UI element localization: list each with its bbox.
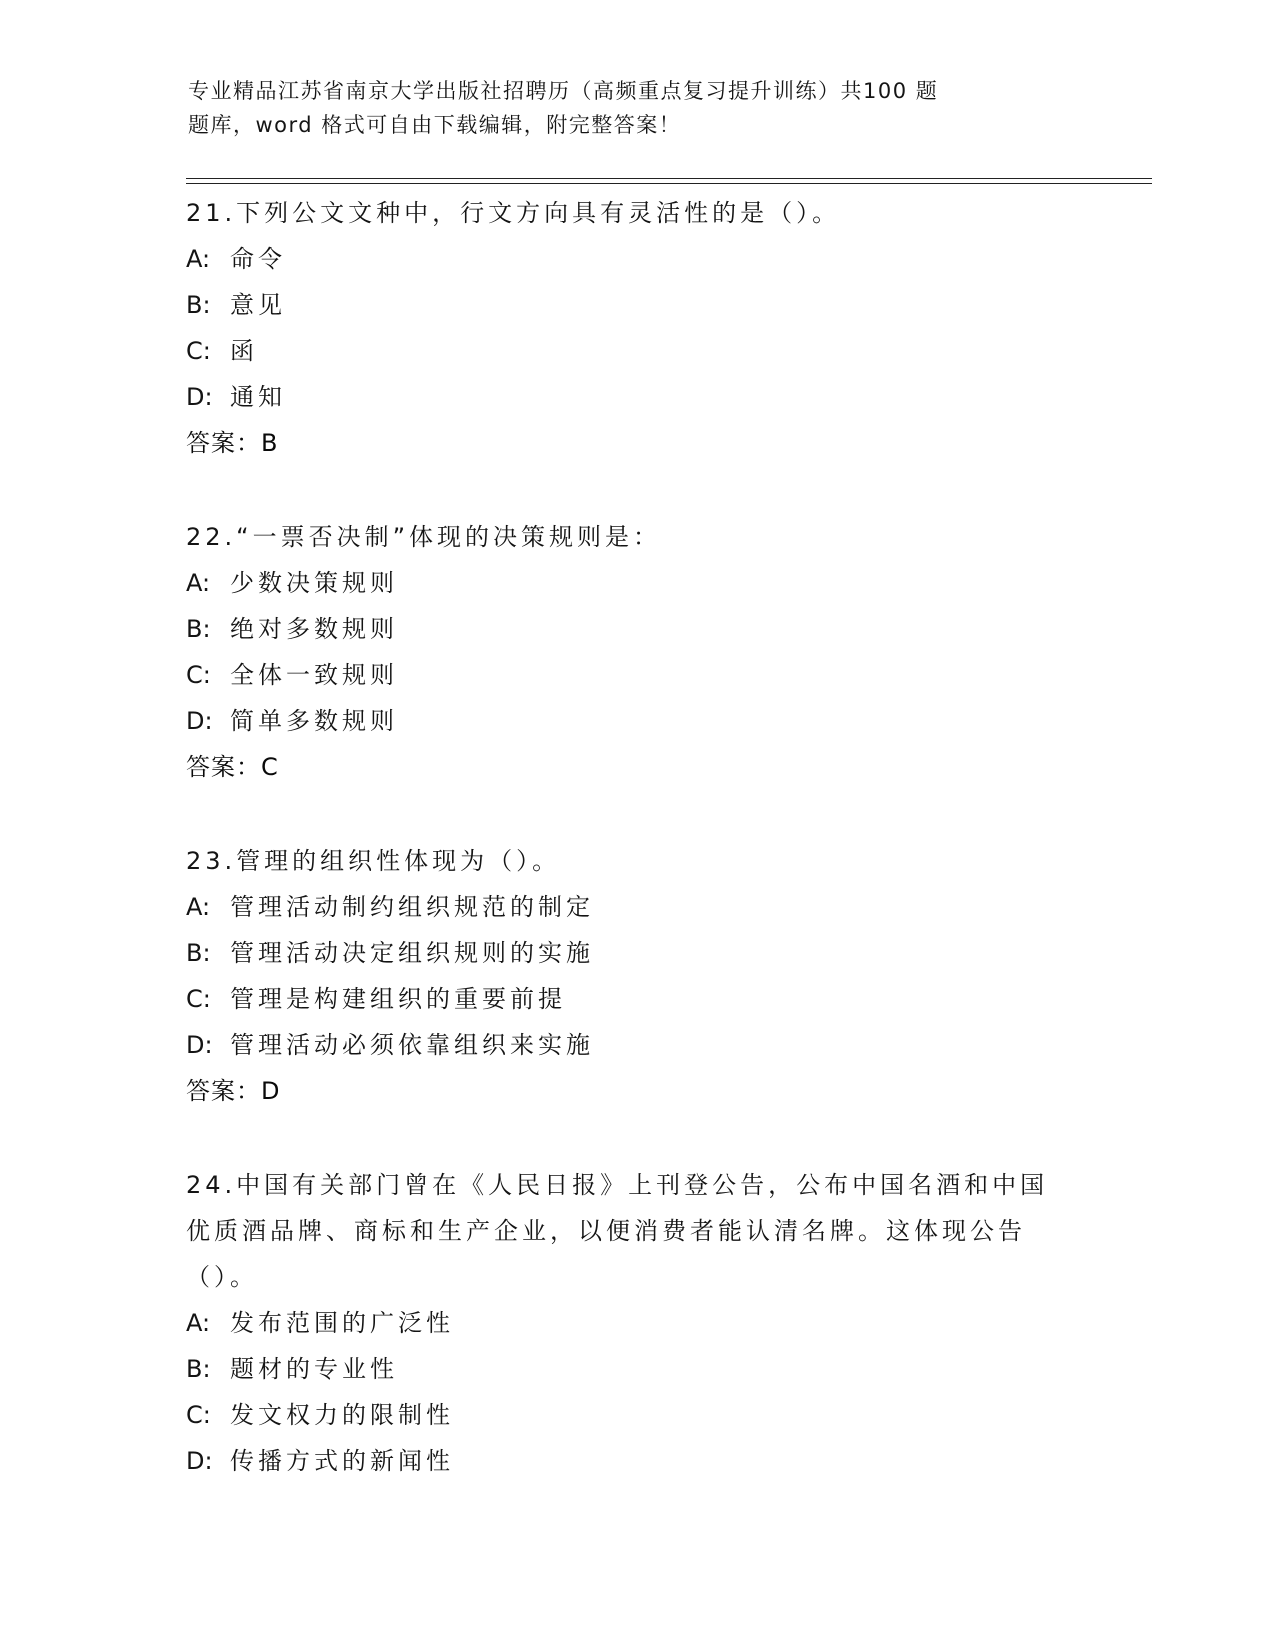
option-d xyxy=(186,698,1086,744)
option-d xyxy=(186,1022,1086,1068)
option-label: D: xyxy=(186,1447,213,1475)
question-stem-line: （）。 xyxy=(186,1263,258,1291)
option-label: C: xyxy=(186,985,211,1013)
header-divider-top xyxy=(186,178,1152,179)
option-text: 管理是构建组织的重要前提 xyxy=(230,985,566,1013)
option-label: A: xyxy=(186,893,211,921)
document-header xyxy=(188,74,1048,142)
option-a xyxy=(186,236,1086,282)
option-label: D: xyxy=(186,707,213,735)
question-24 xyxy=(186,1162,1086,1484)
answer: 答案：B xyxy=(186,429,279,457)
option-label: B: xyxy=(186,1355,211,1383)
option-b xyxy=(186,606,1086,652)
option-label: C: xyxy=(186,337,211,365)
question-22 xyxy=(186,514,1086,790)
option-label: A: xyxy=(186,1309,211,1337)
option-label: B: xyxy=(186,615,211,643)
option-c xyxy=(186,976,1086,1022)
option-label: B: xyxy=(186,939,211,967)
header-line-1: 专业精品江苏省南京大学出版社招聘历（高频重点复习提升训练）共100 题 xyxy=(188,79,939,103)
question-list xyxy=(186,190,1086,1532)
option-label: C: xyxy=(186,1401,211,1429)
option-text: 命令 xyxy=(230,245,286,273)
option-label: D: xyxy=(186,383,213,411)
option-text: 通知 xyxy=(230,383,286,411)
option-text: 管理活动必须依靠组织来实施 xyxy=(230,1031,594,1059)
header-divider-bottom xyxy=(186,183,1152,184)
answer: 答案：C xyxy=(186,753,279,781)
question-stem: 21.下列公文文种中，行文方向具有灵活性的是（）。 xyxy=(186,199,841,227)
option-text: 题材的专业性 xyxy=(230,1355,398,1383)
question-stem: 23.管理的组织性体现为（）。 xyxy=(186,847,561,875)
option-c xyxy=(186,1392,1086,1438)
option-text: 函 xyxy=(230,337,258,365)
answer: 答案：D xyxy=(186,1077,281,1105)
option-d xyxy=(186,374,1086,420)
question-23 xyxy=(186,838,1086,1114)
option-text: 全体一致规则 xyxy=(230,661,398,689)
option-label: A: xyxy=(186,569,211,597)
question-21 xyxy=(186,190,1086,466)
option-label: B: xyxy=(186,291,211,319)
option-text: 意见 xyxy=(230,291,286,319)
option-label: A: xyxy=(186,245,211,273)
option-label: C: xyxy=(186,661,211,689)
header-line-2: 题库，word 格式可自由下载编辑，附完整答案！ xyxy=(188,113,682,137)
option-text: 发文权力的限制性 xyxy=(230,1401,454,1429)
option-text: 简单多数规则 xyxy=(230,707,398,735)
option-b xyxy=(186,930,1086,976)
option-a xyxy=(186,1300,1086,1346)
option-a xyxy=(186,560,1086,606)
option-c xyxy=(186,652,1086,698)
option-a xyxy=(186,884,1086,930)
option-text: 管理活动决定组织规则的实施 xyxy=(230,939,594,967)
option-label: D: xyxy=(186,1031,213,1059)
option-text: 管理活动制约组织规范的制定 xyxy=(230,893,594,921)
option-text: 发布范围的广泛性 xyxy=(230,1309,454,1337)
option-text: 绝对多数规则 xyxy=(230,615,398,643)
question-stem: 22.“一票否决制”体现的决策规则是： xyxy=(186,523,662,551)
question-stem-line: 优质酒品牌、商标和生产企业，以便消费者能认清名牌。这体现公告 xyxy=(186,1217,1026,1245)
option-b xyxy=(186,282,1086,328)
option-b xyxy=(186,1346,1086,1392)
option-c xyxy=(186,328,1086,374)
option-d xyxy=(186,1438,1086,1484)
question-stem-line: 24.中国有关部门曾在《人民日报》上刊登公告，公布中国名酒和中国 xyxy=(186,1171,1049,1199)
option-text: 传播方式的新闻性 xyxy=(230,1447,454,1475)
option-text: 少数决策规则 xyxy=(230,569,398,597)
